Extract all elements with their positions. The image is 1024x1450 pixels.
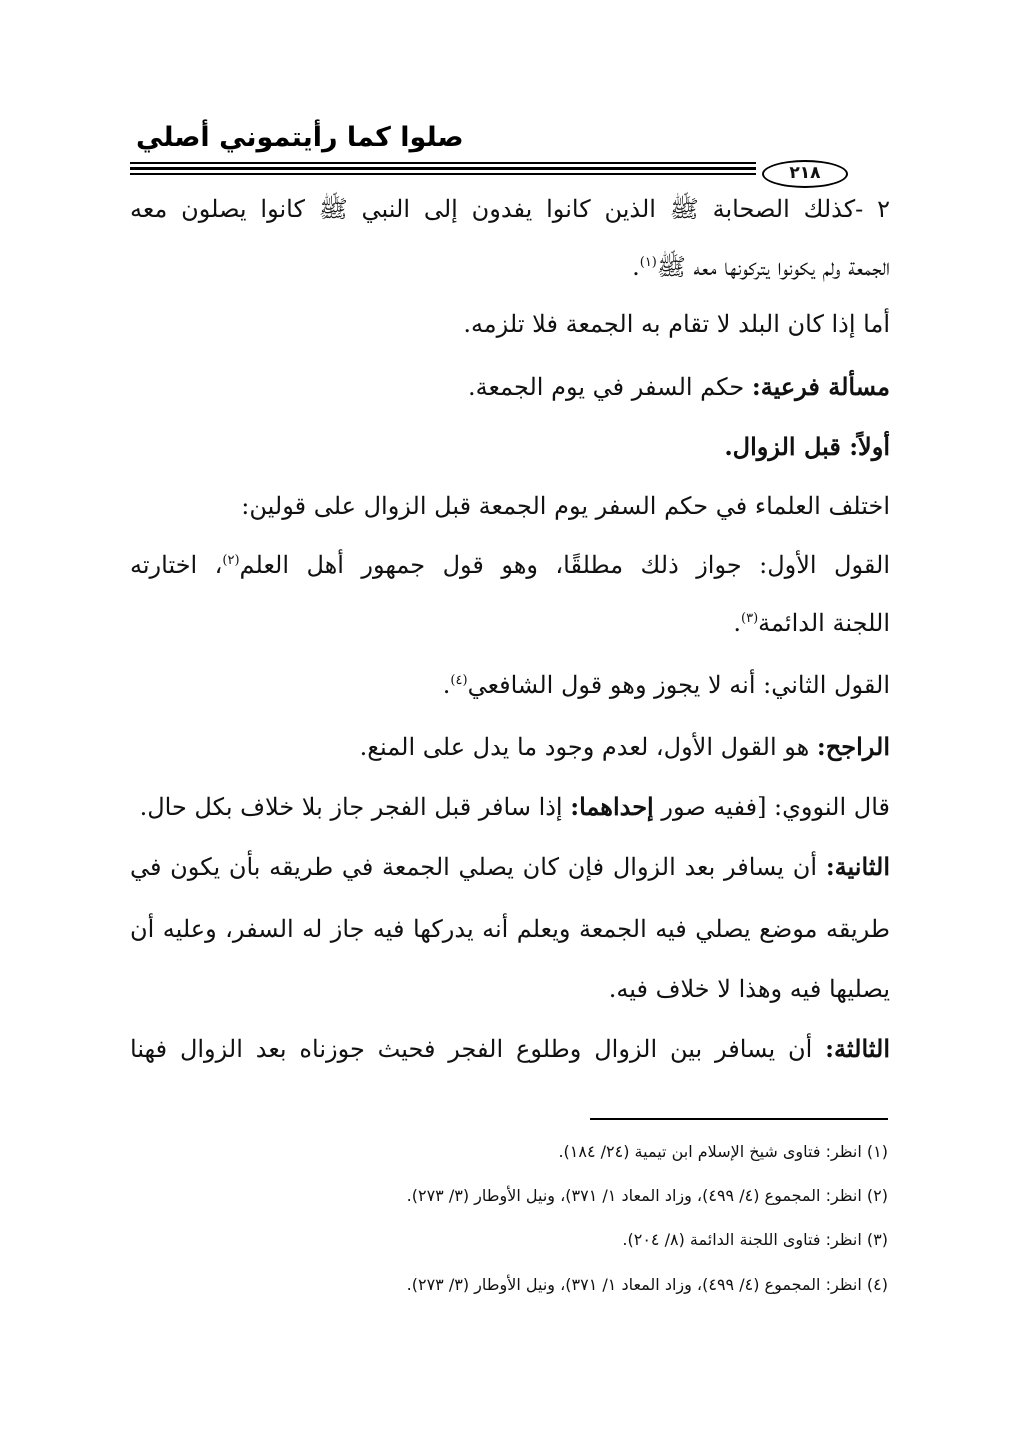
footnote-ref[interactable]: (١) bbox=[639, 255, 657, 270]
running-header-title: صلوا كما رأيتموني أصلي bbox=[136, 122, 464, 153]
body-line bbox=[130, 912, 890, 946]
subheading: إحداهما: bbox=[570, 792, 654, 821]
text-run: ، اختارته bbox=[130, 551, 223, 579]
text-run: القول الثاني: أنه لا يجوز وهو قول الشافعي bbox=[467, 671, 890, 699]
footnote-ref[interactable]: (٤) bbox=[450, 673, 468, 688]
header-rule bbox=[130, 160, 888, 182]
body-line bbox=[130, 1032, 890, 1066]
text-run: . bbox=[442, 671, 451, 699]
page-number: ٢١٨ bbox=[762, 160, 848, 188]
body-line bbox=[130, 850, 890, 884]
text-run: إذا سافر قبل الفجر جاز بلا خلاف بكل حال. bbox=[139, 793, 571, 821]
subheading: الراجح: bbox=[816, 732, 890, 761]
text-run: أن يسافر بين الزوال وطلوع الفجر فحيث جوزناه بعد الزوال فهنا bbox=[130, 1035, 826, 1063]
header-rule-line bbox=[130, 162, 756, 164]
body-line bbox=[130, 489, 890, 523]
subheading: الثانية: bbox=[825, 852, 890, 881]
text-run: الجمعة ولم يكونوا يتركونها معه ﷺ bbox=[656, 253, 890, 281]
body-line bbox=[130, 307, 890, 341]
section-heading bbox=[130, 430, 890, 464]
text-run: يصليها فيه وهذا لا خلاف فيه. bbox=[608, 975, 890, 1003]
text-run: . bbox=[632, 253, 640, 281]
header-rule-line bbox=[130, 167, 756, 170]
body-line bbox=[130, 972, 890, 1006]
footnote-separator bbox=[590, 1118, 888, 1120]
text-run: اللجنة الدائمة bbox=[758, 609, 890, 637]
text-run: اختلف العلماء في حكم السفر يوم الجمعة قبل الزوال على قولين: bbox=[241, 492, 890, 520]
text-run: هو القول الأول، لعدم وجود ما يدل على المنع. bbox=[359, 733, 817, 761]
text-run: قال النووي: [ففيه صور bbox=[653, 793, 890, 821]
footnote: (٤) انظر: المجموع (٤/ ٤٩٩)، وزاد المعاد ١/ ٣٧١)، ونيل الأوطار (٣/ ٢٧٣). bbox=[406, 1275, 888, 1294]
text-run: . bbox=[733, 609, 742, 637]
body-line bbox=[130, 548, 890, 582]
text-run: ٢ -كذلك الصحابة ﷺ الذين كانوا يفدون إلى النبي ﷺ كانوا يصلون معه bbox=[130, 195, 890, 223]
footnote: (٢) انظر: المجموع (٤/ ٤٩٩)، وزاد المعاد ١/ ٣٧١)، ونيل الأوطار (٣/ ٢٧٣). bbox=[406, 1186, 888, 1205]
body-line bbox=[130, 606, 890, 640]
text-run: أما إذا كان البلد لا تقام به الجمعة فلا تلزمه. bbox=[463, 310, 890, 338]
body-line bbox=[130, 790, 890, 824]
text-run: القول الأول: جواز ذلك مطلقًا، وهو قول جمهور أهل العلم bbox=[239, 551, 890, 579]
subheading: الثالثة: bbox=[825, 1034, 890, 1063]
text-run: حكم السفر في يوم الجمعة. bbox=[468, 373, 752, 401]
body-line bbox=[130, 668, 890, 702]
body-line bbox=[130, 250, 890, 284]
text-run: أولاً: قبل الزوال. bbox=[724, 432, 890, 461]
footnote: (٣) انظر: فتاوى اللجنة الدائمة (٨/ ٢٠٤). bbox=[622, 1230, 888, 1249]
body-line bbox=[130, 192, 890, 226]
body-line bbox=[130, 730, 890, 764]
footnote-ref[interactable]: (٣) bbox=[741, 611, 759, 626]
header-rule-line bbox=[130, 173, 756, 175]
footnote-ref[interactable]: (٢) bbox=[222, 553, 240, 568]
footnote: (١) انظر: فتاوى شيخ الإسلام ابن تيمية (٢٤/ ١٨٤). bbox=[558, 1142, 888, 1161]
subheading: مسألة فرعية: bbox=[751, 372, 890, 401]
text-run: أن يسافر بعد الزوال فإن كان يصلي الجمعة في طريقه بأن يكون في bbox=[130, 853, 826, 881]
text-run: طريقه موضع يصلي فيه الجمعة ويعلم أنه يدركها فيه جاز له السفر، وعليه أن bbox=[130, 915, 890, 943]
body-line bbox=[130, 370, 890, 404]
